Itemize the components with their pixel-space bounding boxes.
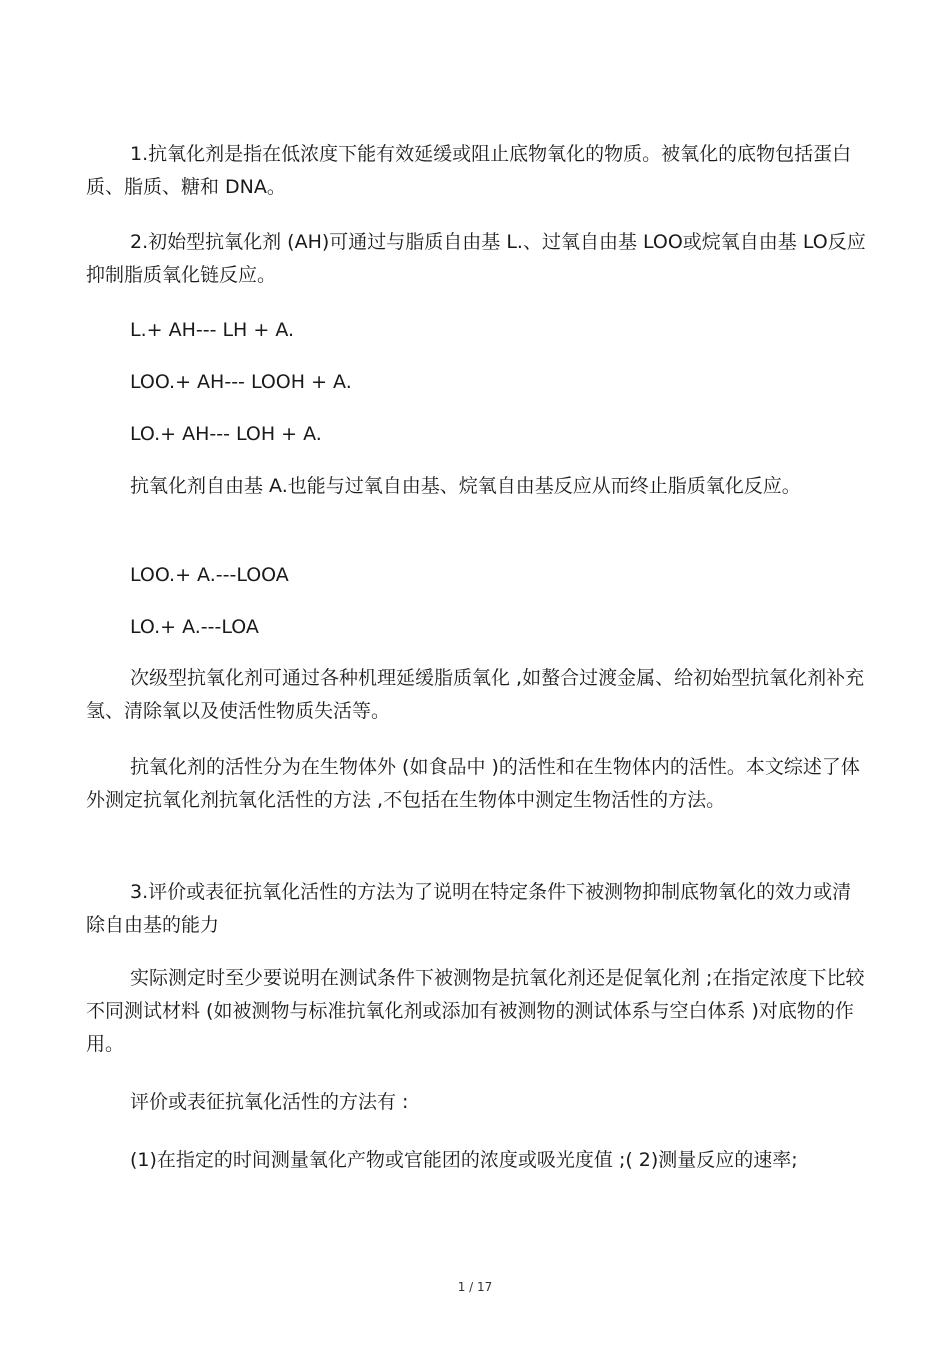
paragraph-5: 抗氧化剂的活性分为在生物体外 (如食品中 )的活性和在生物体内的活性。本文综述了体外测定抗氧化剂抗氧化活性的方法 ,不包括在生物体中测定生物活性的方法。	[86, 756, 860, 811]
paragraph-4: 次级型抗氧化剂可通过各种机理延缓脂质氧化 ,如螯合过渡金属、给初始型抗氧化剂补充氢、清除氧以及使活性物质失活等。	[86, 667, 865, 722]
equation-5: LO.+ A.---LOA	[130, 616, 259, 638]
paragraph-1: 1.抗氧化剂是指在低浓度下能有效延缓或阻止底物氧化的物质。被氧化的底物包括蛋白质、脂质、糖和 DNA。	[86, 143, 852, 198]
equation-3: LO.+ AH--- LOH + A.	[130, 423, 322, 445]
paragraph-9: (1)在指定的时间测量氧化产物或官能团的浓度或吸光度值 ;( 2)测量反应的速率;	[130, 1149, 798, 1171]
paragraph-7: 实际测定时至少要说明在测试条件下被测物是抗氧化剂还是促氧化剂 ;在指定浓度下比较不同测试材料 (如被测物与标准抗氧化剂或添加有被测物的测试体系与空白体系 )对底物的作用。	[86, 967, 865, 1055]
paragraph-8: 评价或表征抗氧化活性的方法有 :	[130, 1091, 409, 1113]
equation-1: L.+ AH--- LH + A.	[130, 319, 295, 341]
equation-4: LOO.+ A.---LOOA	[130, 564, 289, 586]
paragraph-6: 3.评价或表征抗氧化活性的方法为了说明在特定条件下被测物抑制底物氧化的效力或清除自由基的能力	[86, 881, 852, 936]
paragraph-2: 2.初始型抗氧化剂 (AH)可通过与脂质自由基 L.、过氧自由基 LOO或烷氧自由基 LO反应抑制脂质氧化链反应。	[86, 231, 866, 286]
paragraph-3: 抗氧化剂自由基 A.也能与过氧自由基、烷氧自由基反应从而终止脂质氧化反应。	[130, 475, 801, 497]
equation-2: LOO.+ AH--- LOOH + A.	[130, 371, 352, 393]
page-number: 1 / 17	[457, 1280, 493, 1294]
